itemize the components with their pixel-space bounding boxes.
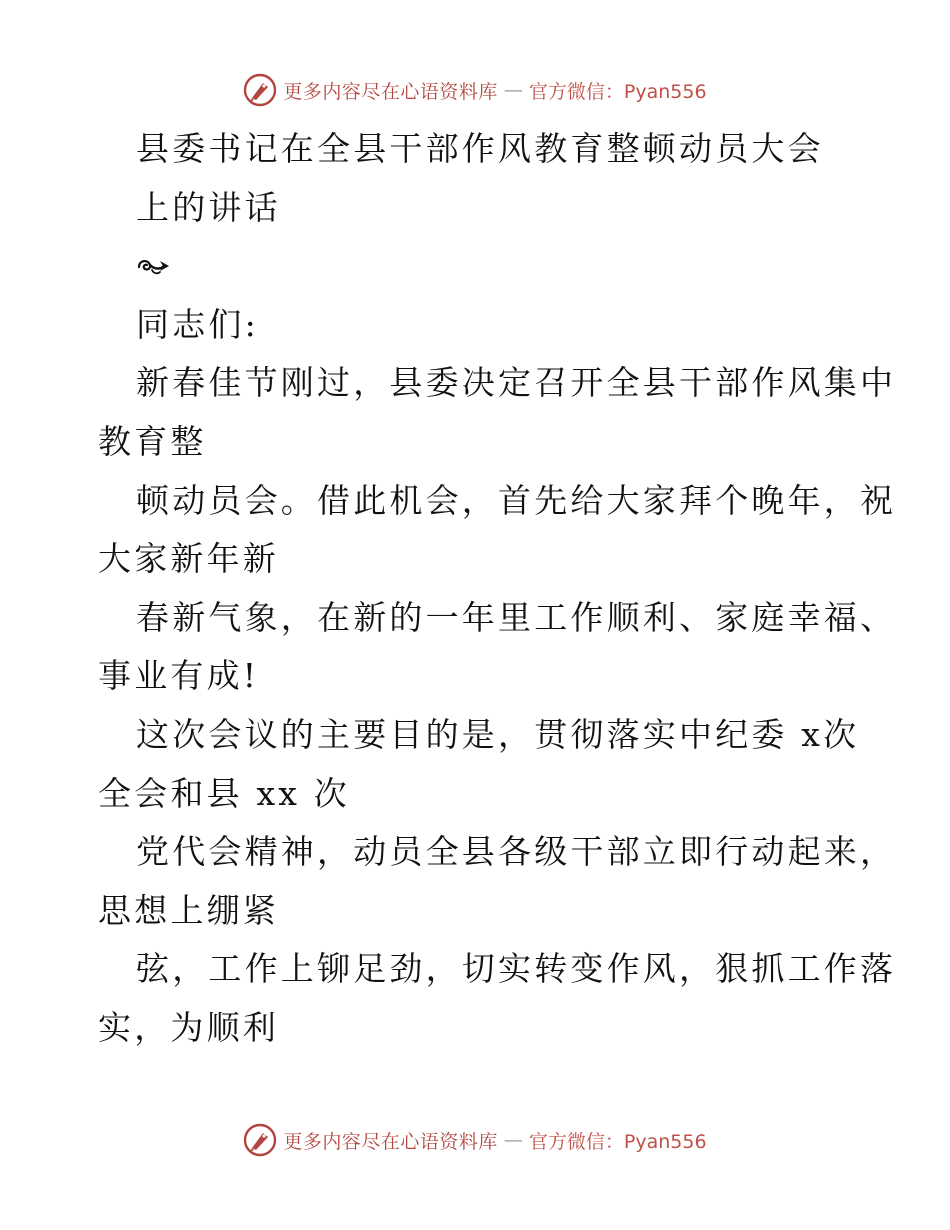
- paragraph-wrap-line: 实，为顺利: [98, 1007, 279, 1047]
- header-watermark: [0, 70, 950, 110]
- paragraph-first-line: 顿动员会。借此机会，首先给大家拜个晚年，祝: [136, 480, 897, 520]
- paragraph-first-line: 党代会精神，动员全县各级干部立即行动起来，: [136, 832, 897, 872]
- fleuron-ornament-icon: [136, 255, 172, 277]
- pen-nib-logo-icon: [243, 73, 277, 107]
- paragraph-first-line: 这次会议的主要目的是，贯彻落实中纪委 x次: [136, 714, 860, 754]
- paragraph-first-line: 新春佳节刚过，县委决定召开全县干部作风集中: [136, 363, 897, 403]
- watermark-wechat: 官方微信：Pyan556: [528, 1130, 707, 1153]
- watermark-separator: —: [503, 79, 523, 101]
- paragraph: [98, 706, 858, 823]
- paragraph-first-line: 春新气象，在新的一年里工作顺利、家庭幸福、: [136, 597, 897, 637]
- paragraph: [98, 589, 897, 706]
- paragraph: [98, 354, 897, 471]
- salutation: 同志们:: [136, 304, 259, 344]
- document-title-line-2: 上的讲话: [136, 187, 281, 227]
- paragraph-wrap-line: 教育整: [98, 421, 207, 461]
- ornament-row: [98, 237, 858, 296]
- document-title-line-1: 县委书记在全县干部作风教育整顿动员大会: [136, 129, 824, 168]
- document-body: [98, 120, 897, 1058]
- pen-nib-logo-icon: [243, 1123, 277, 1157]
- watermark-text: 更多内容尽在心语资料库: [283, 1130, 498, 1153]
- watermark-wechat: 官方微信：Pyan556: [528, 80, 707, 103]
- footer-watermark: [0, 1120, 950, 1160]
- paragraph-first-line: 弦，工作上铆足劲，切实转变作风，狠抓工作落: [136, 949, 897, 989]
- paragraph: [98, 823, 897, 940]
- paragraph-wrap-line: 全会和县 xx 次: [98, 773, 351, 813]
- paragraph: [98, 472, 897, 589]
- paragraph-wrap-line: 大家新年新: [98, 539, 279, 579]
- paragraph-wrap-line: 事业有成!: [98, 656, 260, 696]
- watermark-separator: —: [503, 1129, 523, 1151]
- paragraph-wrap-line: 思想上绷紧: [98, 890, 279, 930]
- watermark-text: 更多内容尽在心语资料库: [283, 80, 498, 103]
- paragraph: [98, 940, 897, 1057]
